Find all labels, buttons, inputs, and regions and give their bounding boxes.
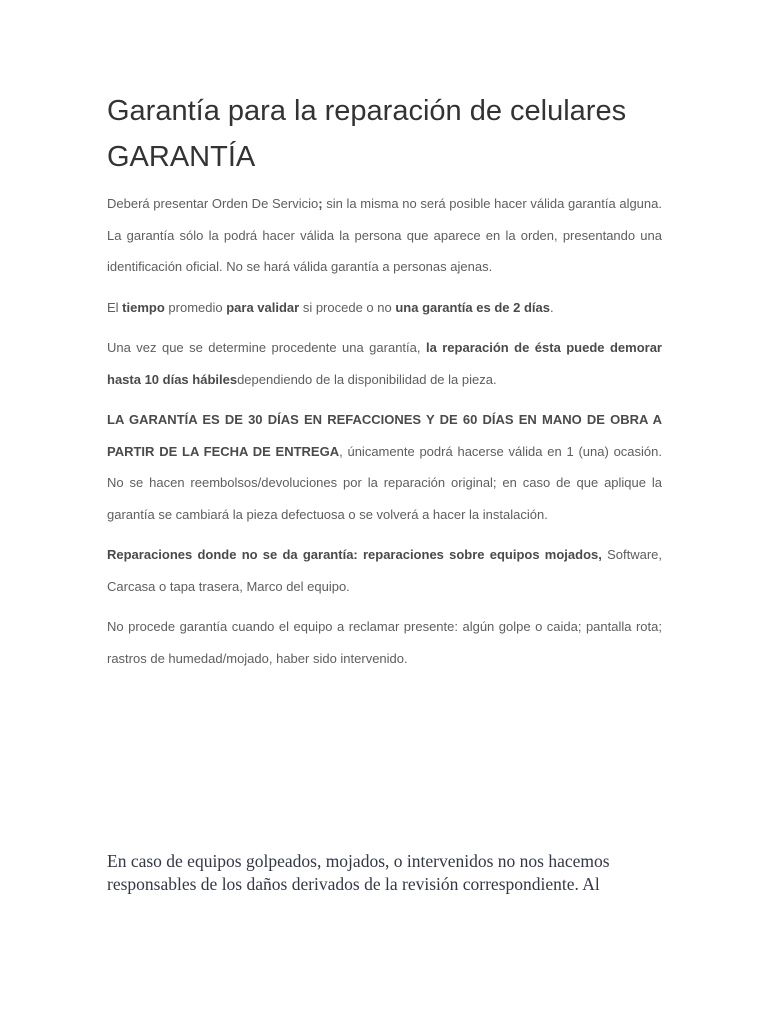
paragraph-repair-time [107,332,662,395]
p5-bold-a: Reparaciones donde no se da garantía: reparaciones sobre equipos mojados, [107,547,602,562]
p2-text-c: promedio [164,299,227,315]
document-body [107,88,662,683]
p2-text-g: . [549,299,554,315]
p2-bold-f: una garantía es de 2 días [395,299,550,315]
p2-bold-b: tiempo [122,299,165,315]
page-title [107,88,662,180]
p5-text-b: Software, Carcasa o tapa trasera, Marco del equipo. [107,547,662,594]
p2-text-e: si procede o no [299,299,396,315]
title-line-2: GARANTÍA [107,141,256,173]
p3-bold-b: la reparación de ésta puede demorar hasta 10 días hábiles [107,340,662,387]
p4-bold-a: LA GARANTÍA ES DE 30 DÍAS EN REFACCIONES Y DE 60 DÍAS EN MANO DE OBRA A PARTIR DE LA FECHA DE ENTREGA [107,412,662,459]
paragraph-warranty-period [107,404,662,530]
p2-bold-d: para validar [226,299,300,315]
p4-text-b: , únicamente podrá hacerse válida en 1 (una) ocasión. No se hacen reembolsos/devoluciones por la reparación original; en caso de que aplique la garantía se cambiará la pieza defectuosa o se volverá a hacer la instalación. [107,443,662,522]
paragraph-service-order [107,188,662,283]
p3-text-a: Una vez que se determine procedente una garantía, [107,340,426,355]
p1-text-a: Deberá presentar Orden De Servicio [107,196,319,211]
paragraph-no-warranty-repairs [107,539,662,602]
p3-text-c: dependiendo de la disponibilidad de la pieza. [237,371,497,387]
paragraph-validation-time [107,292,662,324]
footer-note: En caso de equipos golpeados, mojados, o intervenidos no nos hacemos responsables de los daños derivados de la revisión correspondiente. Al [107,851,610,894]
title-line-1: Garantía para la reparación de celulares [107,95,627,127]
p1-semicolon: ; [318,196,323,211]
p6-text-a: No procede garantía cuando el equipo a reclamar presente: algún golpe o caida; pantalla rota; rastros de humedad/mojado, haber sido intervenido. [107,619,662,666]
p1-text-c: sin la misma no será posible hacer válida garantía alguna. La garantía sólo la podrá hacer válida la persona que aparece en la orden, presentando una identificación oficial. No se hará válida garantía a personas ajenas. [107,196,662,274]
paragraph-warranty-exclusions [107,611,662,674]
p2-text-a: El [107,299,123,315]
